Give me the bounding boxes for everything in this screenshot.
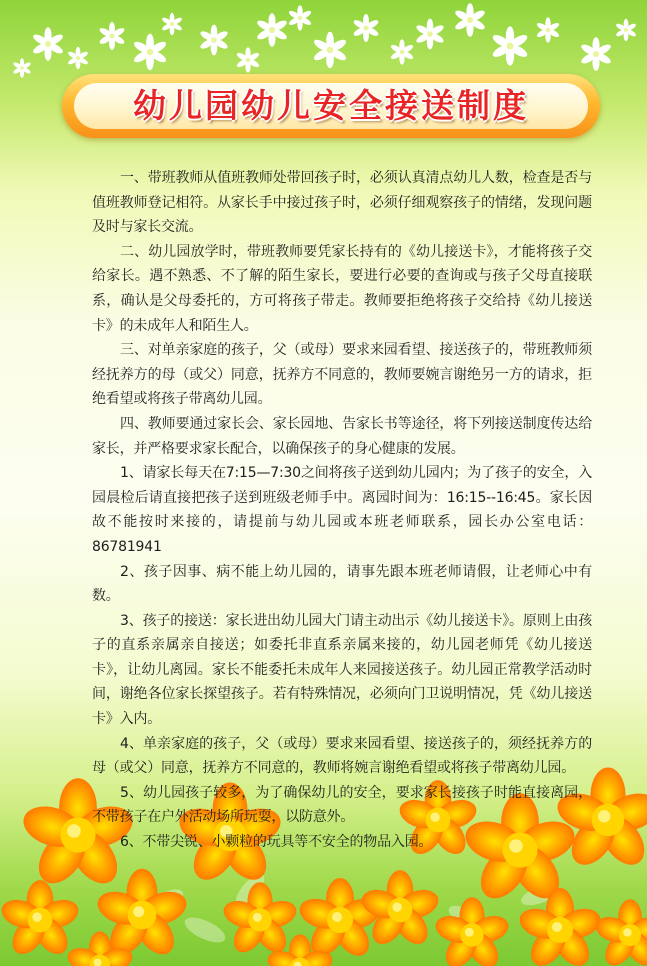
title-banner xyxy=(62,74,600,138)
page-title: 幼儿园幼儿安全接送制度 xyxy=(133,86,529,125)
rule-item-1: 1、请家长每天在7:15—7:30之间将孩子送到幼儿园内；为了孩子的安全，入园晨检后请直接把孩子送到班级老师手中。离园时间为：16:15--16:45。家长因故不能按时来接的，请提前与幼儿园或本班老师联系，园长办公室电话：86781941 xyxy=(92,465,592,555)
rule-item-2: 2、孩子因事、病不能上幼儿园的，请事先跟本班老师请假，让老师心中有数。 xyxy=(92,563,592,605)
rule-item-3: 3、孩子的接送：家长进出幼儿园大门请主动出示《幼儿接送卡》。原则上由孩子的直系亲属亲自接送；如委托非直系亲属来接的，幼儿园老师凭《幼儿接送卡》，让幼儿离园。家长不能委托未成年人来园接送孩子。幼儿园正常教学活动时间，谢绝各位家长探望孩子。若有特殊情况，必须向门卫说明情况，凭《幼儿接送卡》入内。 xyxy=(92,612,592,728)
rules-body xyxy=(92,166,592,855)
title-banner-inner xyxy=(74,83,588,129)
rule-item-6: 6、不带尖锐、小颗粒的玩具等不安全的物品入园。 xyxy=(120,834,433,851)
rule-item-5: 5、幼儿园孩子较多，为了确保幼儿的安全，要求家长接孩子时能直接离园，不带孩子在户外活动场所玩耍，以防意外。 xyxy=(92,784,592,826)
rule-item-4: 4、单亲家庭的孩子，父（或母）要求来园看望、接送孩子的，须经抚养方的母（或父）同意，抚养方不同意的，教师将婉言谢绝看望或将孩子带离幼儿园。 xyxy=(92,735,592,777)
white-flower-cluster xyxy=(12,3,636,78)
rule-paragraph-3: 三、对单亲家庭的孩子，父（或母）要求来园看望、接送孩子的，带班教师须经抚养方的母（或父）同意，抚养方不同意的，教师要婉言谢绝另一方的请求，拒绝看望或将孩子带离幼儿园。 xyxy=(92,342,592,408)
rule-paragraph-1: 一、带班教师从值班教师处带回孩子时，必须认真清点幼儿人数，检查是否与值班教师登记相符。从家长手中接过孩子时，必须仔细观察孩子的情绪，发现问题及时与家长交流。 xyxy=(92,170,592,236)
rule-paragraph-4: 四、教师要通过家长会、家长园地、告家长书等途径，将下列接送制度传达给家长，并严格要求家长配合，以确保孩子的身心健康的发展。 xyxy=(92,415,592,457)
rule-paragraph-2: 二、幼儿园放学时，带班教师要凭家长持有的《幼儿接送卡》，才能将孩子交给家长。遇不熟悉、不了解的陌生家长，要进行必要的查询或与孩子父母直接联系，确认是父母委托的，方可将孩子带走。教师要拒绝将孩子交给持《幼儿接送卡》的未成年人和陌生人。 xyxy=(92,243,592,334)
